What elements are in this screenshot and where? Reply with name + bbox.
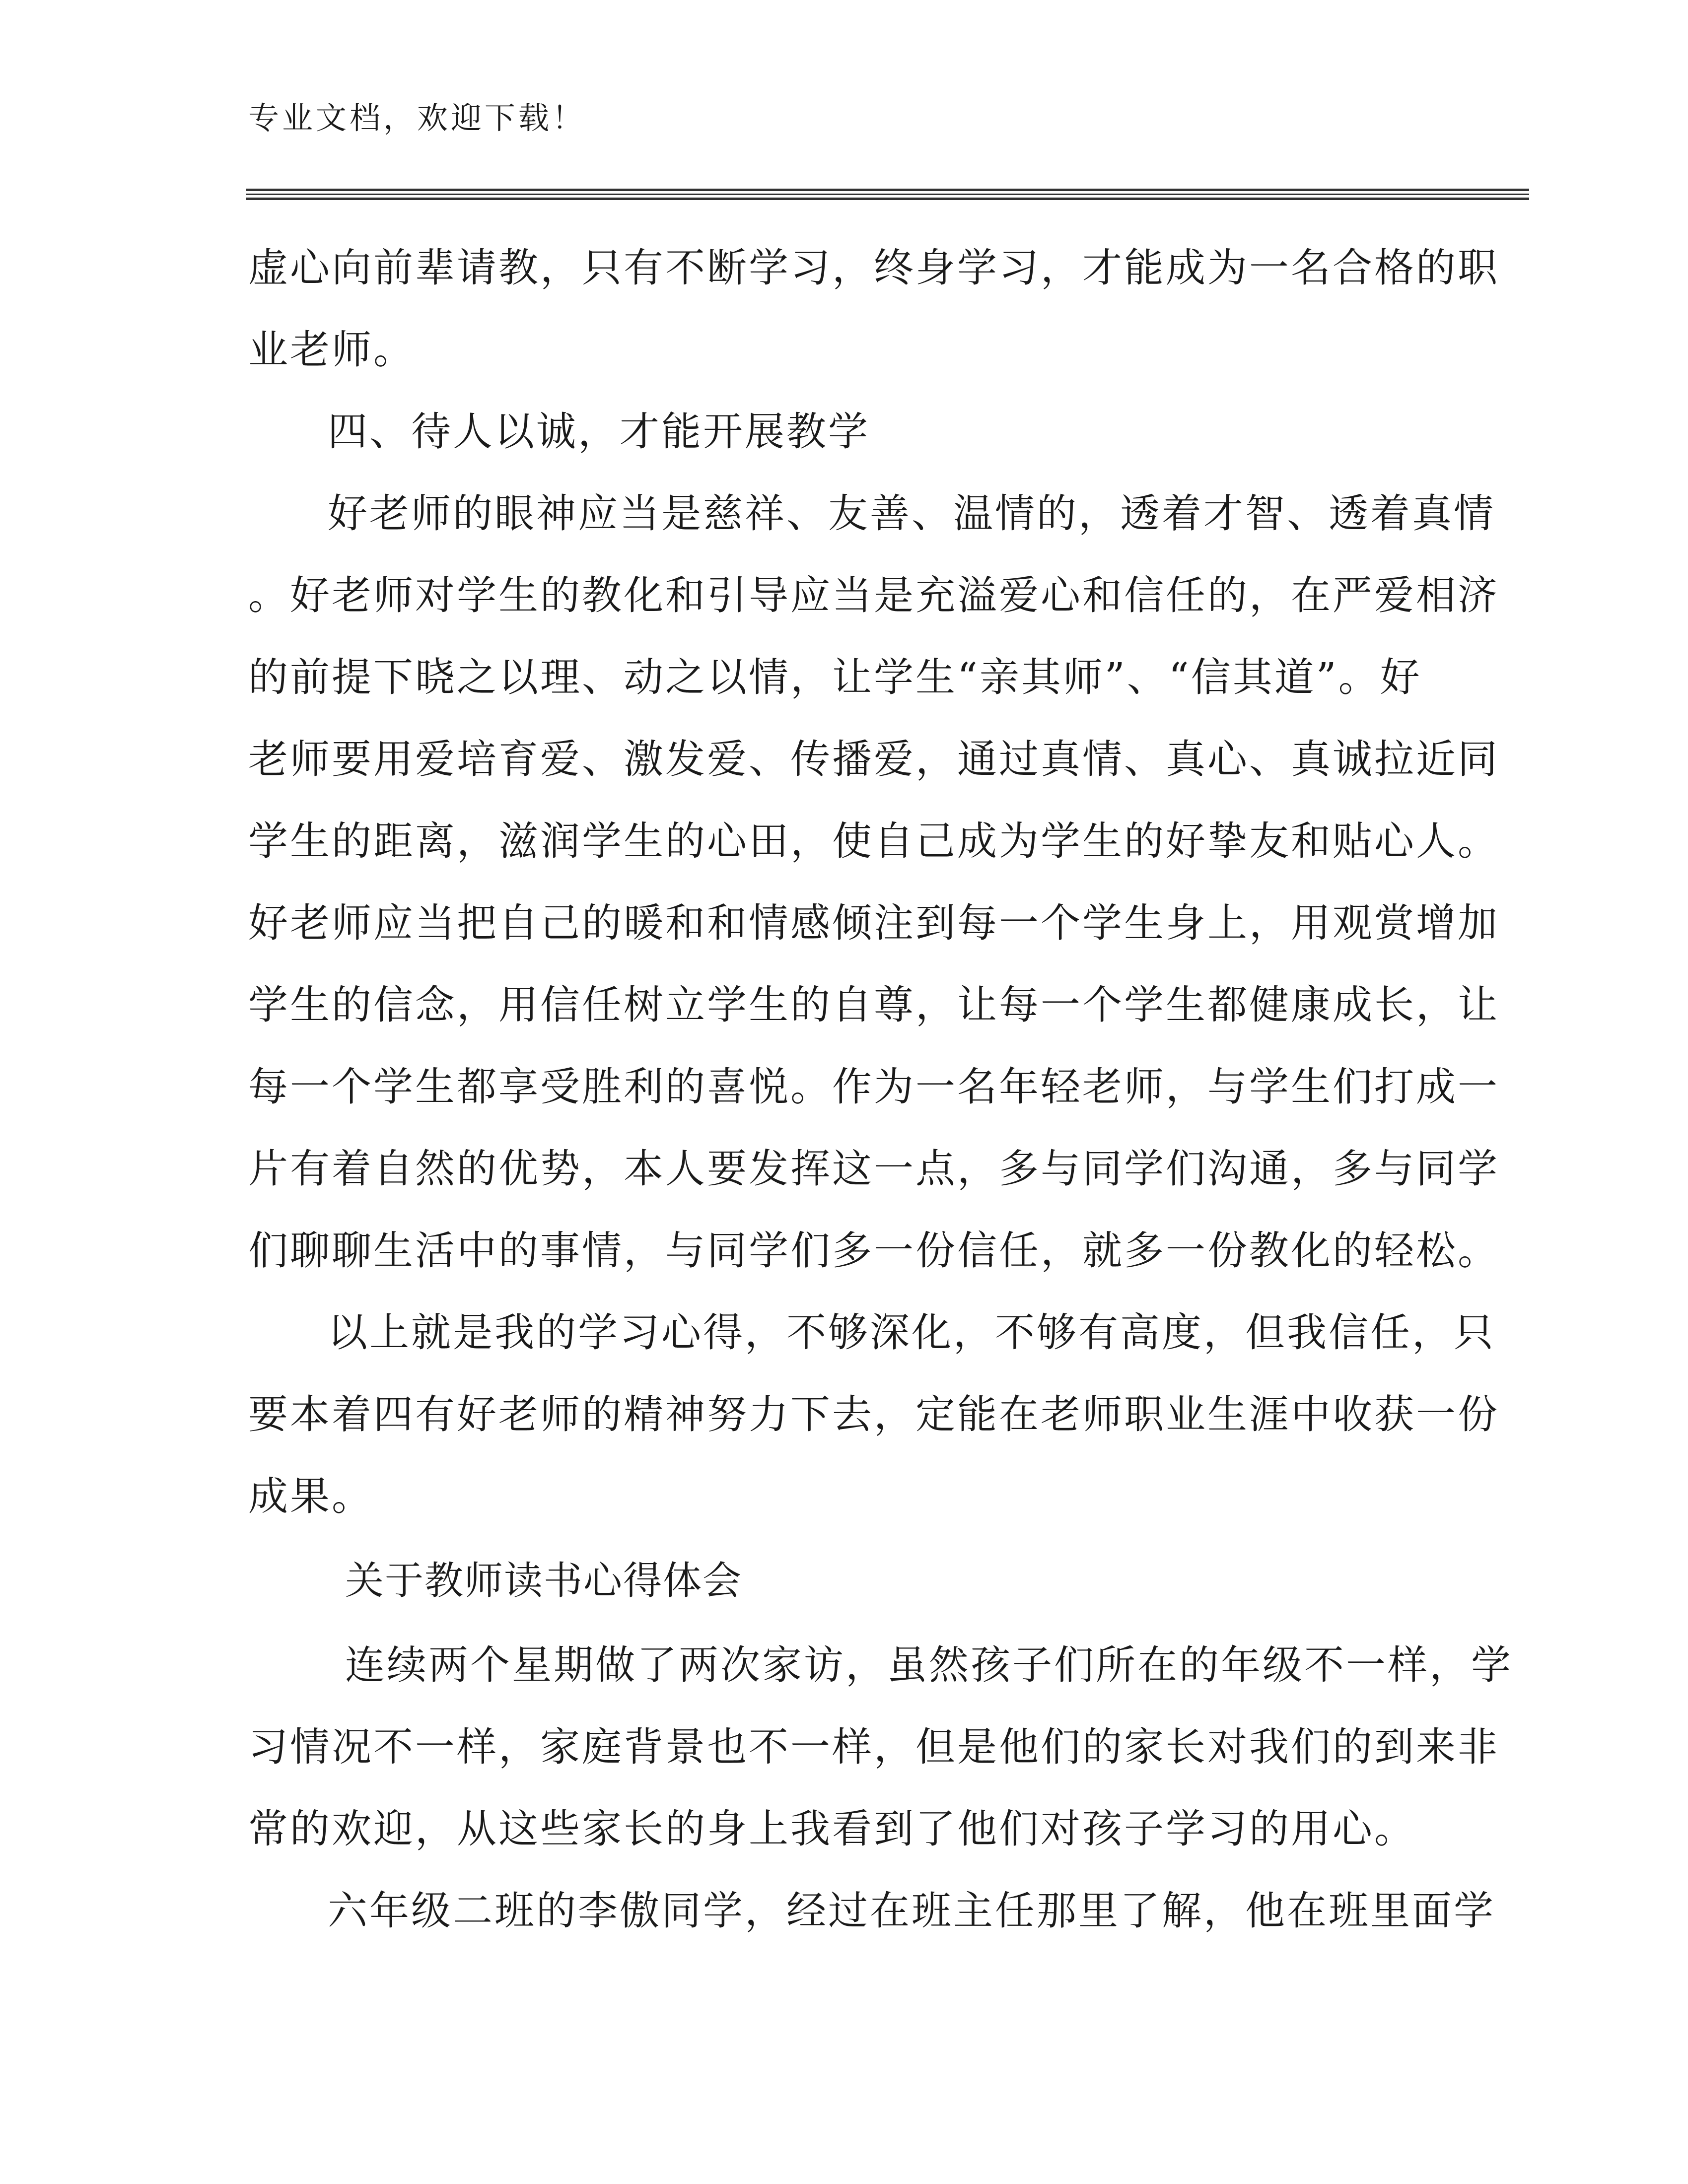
text-line: 常的欢迎，从这些家长的身上我看到了他们对孩子学习的用心。 (248, 1806, 1416, 1852)
text-line: 片有着自然的优势，本人要发挥这一点，多与同学们沟通，多与同学 (248, 1146, 1499, 1192)
text-line: 成果。 (248, 1473, 373, 1519)
article-title: 关于教师读书心得体会 (345, 1559, 743, 1603)
text-line: 老师要用爱培育爱、激发爱、传播爱，通过真情、真心、真诚拉近同 (248, 736, 1499, 782)
section-heading: 四、待人以诚，才能开展教学 (328, 409, 870, 455)
header-rule (246, 198, 1529, 200)
text-line: 以上就是我的学习心得，不够深化，不够有高度，但我信任，只 (328, 1309, 1495, 1356)
text-line: 好老师的眼神应当是慈祥、友善、温情的，透着才智、透着真情 (328, 490, 1495, 537)
header-text: 专业文档，欢迎下载！ (248, 100, 586, 136)
header-rule (246, 189, 1529, 191)
header-rule (246, 194, 1529, 195)
text-line: 习情况不一样，家庭背景也不一样，但是他们的家长对我们的到来非 (248, 1724, 1499, 1770)
text-line: 连续两个星期做了两次家访，虽然孩子们所在的年级不一样，学 (345, 1642, 1513, 1688)
text-line: 学生的距离，滋润学生的心田，使自己成为学生的好挚友和贴心人。 (248, 818, 1499, 864)
text-line: 六年级二班的李傲同学，经过在班主任那里了解，他在班里面学 (328, 1888, 1495, 1934)
text-line: 。好老师对学生的教化和引导应当是充溢爱心和信任的，在严爱相济 (248, 572, 1499, 618)
text-line: 的前提下晓之以理、动之以情，让学生“亲其师”、“信其道”。好 (248, 654, 1422, 700)
text-line: 学生的信念，用信任树立学生的自尊，让每一个学生都健康成长，让 (248, 982, 1499, 1028)
text-line: 们聊聊生活中的事情，与同学们多一份信任，就多一份教化的轻松。 (248, 1228, 1499, 1274)
text-line: 业老师。 (248, 327, 415, 373)
text-line: 要本着四有好老师的精神努力下去，定能在老师职业生涯中收获一份 (248, 1391, 1499, 1437)
text-line: 每一个学生都享受胜利的喜悦。作为一名年轻老师，与学生们打成一 (248, 1064, 1499, 1110)
text-line: 好老师应当把自己的暖和和情感倾注到每一个学生身上，用观赏增加 (248, 900, 1499, 946)
text-line: 虚心向前辈请教，只有不断学习，终身学习，才能成为一名合格的职 (248, 245, 1499, 291)
